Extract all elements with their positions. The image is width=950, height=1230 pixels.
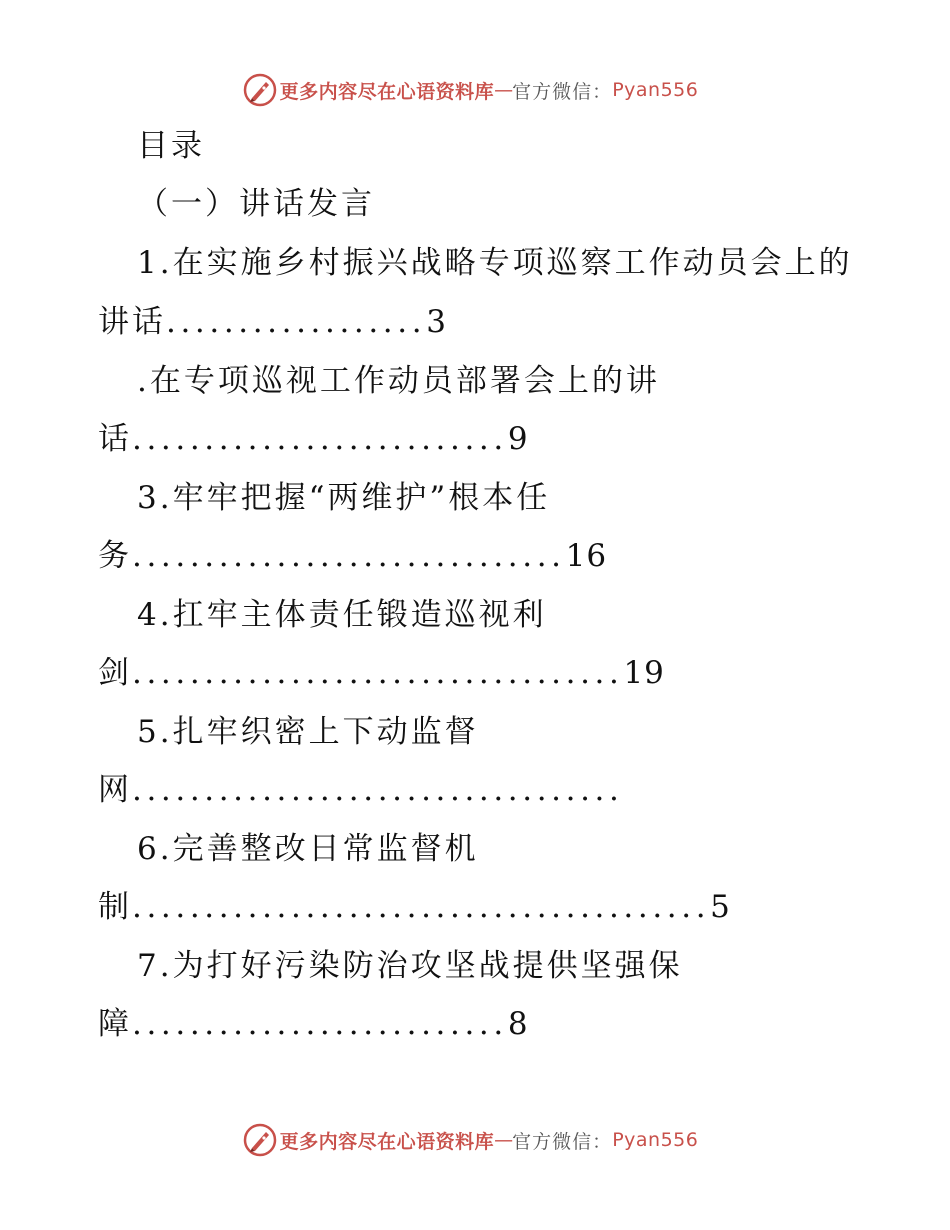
toc-entry-tail: 讲话: [98, 304, 166, 340]
toc-entry-page: 19: [623, 655, 665, 691]
toc-entry-4-title: 4.扛牢主体责任锻造巡视利: [137, 597, 547, 633]
watermark-id: Pyan556: [612, 79, 699, 101]
toc-entry-5-leader: [98, 768, 623, 812]
toc-entry-tail: 制: [98, 889, 132, 925]
watermark-header: [0, 70, 950, 110]
toc-entry-5-title: 5.扎牢织密上下动监督: [137, 714, 479, 750]
toc-entry-tail: 障: [98, 1006, 132, 1042]
watermark-dash: —: [494, 79, 513, 101]
section-heading: （一）讲话发言: [137, 186, 375, 222]
toc-entry-tail: 剑: [98, 655, 132, 691]
toc-entry-2-leader: [98, 417, 529, 461]
watermark-text: 更多内容尽在心语资料库: [279, 1130, 495, 1153]
toc-entry-2-title: .在专项巡视工作动员部署会上的讲: [137, 363, 660, 399]
watermark-text: 更多内容尽在心语资料库: [279, 80, 495, 103]
toc-entry-3-title: 3.牢牢把握“两维护”根本任: [137, 480, 551, 516]
toc-entry-4-leader: [98, 651, 665, 695]
watermark-label: 官方微信：: [512, 80, 613, 103]
toc-entry-1-title: 1.在实施乡村振兴战略专项巡察工作动员会上的: [137, 245, 853, 281]
toc-entry-1-leader: [98, 300, 447, 344]
toc-entry-dots: ........................................: [132, 889, 711, 925]
toc-title: 目录: [137, 128, 205, 164]
watermark-dash: —: [494, 1129, 513, 1151]
toc-entry-dots: ..................: [166, 304, 427, 340]
toc-entry-dots: ..................................: [132, 772, 624, 808]
toc-entry-tail: 话: [98, 421, 132, 457]
toc-entry-dots: ..............................: [132, 538, 566, 574]
pen-logo-icon: [242, 1122, 278, 1158]
toc-entry-6-leader: [98, 885, 731, 929]
toc-entry-page: 8: [507, 1006, 529, 1042]
toc-entry-7-title: 7.为打好污染防治攻坚战提供坚强保: [137, 948, 683, 984]
toc-entry-6-title: 6.完善整改日常监督机: [137, 831, 479, 867]
toc-entry-page: 5: [710, 889, 731, 925]
toc-entry-page: 3: [426, 304, 447, 340]
watermark-label: 官方微信：: [512, 1130, 613, 1153]
toc-entry-tail: 网: [98, 772, 132, 808]
pen-logo-icon: [242, 72, 278, 108]
toc-entry-dots: ..........................: [132, 1006, 508, 1042]
watermark-id: Pyan556: [612, 1129, 699, 1151]
toc-entry-3-leader: [98, 534, 607, 578]
toc-entry-page: 9: [507, 421, 529, 457]
toc-entry-dots: ..................................: [132, 655, 624, 691]
toc-entry-7-leader: [98, 1002, 529, 1046]
toc-entry-page: 16: [565, 538, 608, 574]
watermark-footer: [0, 1120, 950, 1160]
toc-entry-tail: 务: [98, 538, 132, 574]
toc-entry-dots: ..........................: [132, 421, 508, 457]
